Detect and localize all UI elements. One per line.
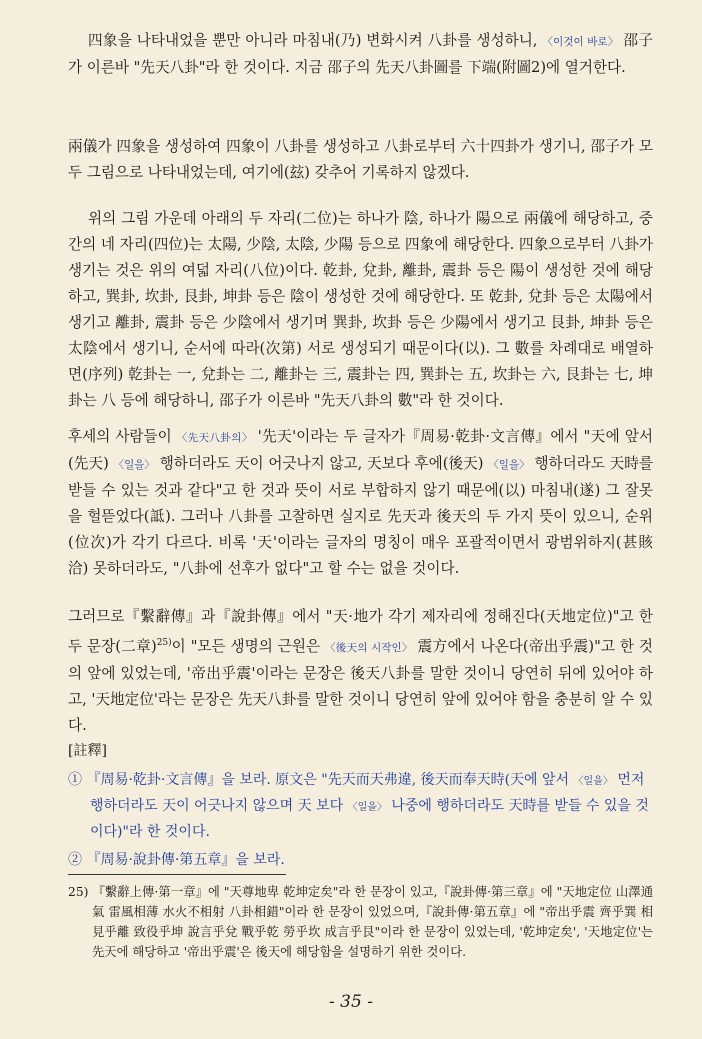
page-number: - 35 - (329, 992, 373, 1012)
paragraph-2 (68, 134, 653, 186)
inline-annotation: 〈일을〉 (113, 459, 155, 471)
inline-annotation: 〈後天의 시작인〉 (325, 641, 413, 654)
footnote-divider (68, 874, 286, 875)
footnote-section (68, 882, 653, 962)
notes-heading: [註釋] (68, 743, 107, 759)
inline-annotation: 〈이것이 바로〉 (542, 36, 619, 48)
paragraph-1 (68, 28, 653, 81)
inline-annotation: 〈先天八卦의〉 (176, 432, 253, 444)
paragraph-5-text: 그러므로『繫辭傳』과『說卦傳』에서 "天·地가 각기 제자리에 정해진다(天地定位)"고 한 두 문장(二章)$^{25)}$이 "모든 생명의 근원은 〈後天의 시작인〉 震方에서 나온다(帝出乎震)"고 한 것의 앞에 있었는데, '帝出乎震'이라는 문장은 後天八卦를 말한 것이니 당연히 뒤에 있어야 하고, '天地定位'라는 문장은 先天八卦를 말한 것이니 당연히 앞에 있어야 함을 충분히 알 수 있다. (68, 608, 653, 734)
paragraph-4-text: 후세의 사람들이 〈先天八卦의〉 '先天'이라는 두 글자가『周易·乾卦·文言傳』에서 "天에 앞서(先天) 〈일을〉 행하더라도 天이 어긋나지 않고, 天보다 후에(後天) 〈일을〉 행하더라도 天時를 받들 수 있는 것과 같다"고 한 것과 뜻이 서로 부합하지 않기 때문에(以) 마침내(遂) 그 잘못을 헐뜯었다(詆). 그러나 八卦를 고찰하면 실지로 先天과 後天의 두 가지 뜻이 있으니, 순위(位次)가 각기 다르다. 비록 '天'이라는 글자의 명칭이 매우 포괄적이면서 광범위하지(甚賅洽) 못하더라도, "八卦에 선후가 없다"고 할 수는 없을 것이다. (68, 428, 654, 577)
inline-annotation: 〈일을〉 (488, 459, 530, 471)
paragraph-5 (68, 604, 653, 739)
footnote-ref: 25) (156, 638, 172, 648)
paragraph-3-text: 위의 그림 가운데 아래의 두 자리(二位)는 하나가 陰, 하나가 陽으로 兩儀에 해당하고, 중간의 네 자리(四位)는 太陽, 少陰, 太陰, 少陽 등으로 四象에 해당한다. 四象으로부터 八卦가 생기는 것은 위의 여덟 자리(八位)이다. 乾卦, 兌卦, 離卦, 震卦 등은 陽이 생성한 것에 해당하고, 巽卦, 坎卦, 艮卦, 坤卦 등은 陰이 생성한 것에 해당한다. 또 乾卦, 兌卦 등은 太陽에서 생기고 離卦, 震卦 등은 少陰에서 생기며 巽卦, 坎卦 등은 少陽에서 생기고 艮卦, 坤卦 등은 太陰에서 생기니, 순서에 따라(次第) 서로 생성되기 때문이다(以). 그 數를 차례대로 배열하면(序列) 乾卦는 一, 兌卦는 二, 離卦는 三, 震卦는 四, 巽卦는 五, 坎卦는 六, 艮卦는 七, 坤卦는 八 등에 해당하니, 邵子가 이른바 "先天八卦의 數"라 한 것이다. (68, 210, 653, 409)
paragraph-2-text: 兩儀가 四象을 생성하여 四象이 八卦를 생성하고 八卦로부터 六十四卦가 생기니, 邵子가 모두 그림으로 나타내었는데, 여기에(玆) 갖추어 기록하지 않겠다. (68, 138, 653, 181)
paragraph-1-text: 四象을 나타내었을 뿐만 아니라 마침내(乃) 변화시켜 八卦를 생성하니, 〈이것이 바로〉 邵子가 이른바 "先天八卦"라 한 것이다. 지금 邵子의 先天八卦圖를 下端(附圖2)에 열거한다. (68, 32, 654, 76)
notes-section (68, 740, 653, 872)
footnote-25: 25) 『繫辭上傳·第一章』에 "天尊地卑 乾坤定矣"라 한 문장이 있고,『說卦傳·第三章』에 "天地定位 山澤通氣 雷風相薄 水火不相射 八卦相錯"이라 한 문장이 있었으며,『說卦傳·第五章』에 "帝出乎震 齊乎巽 相見乎離 致役乎坤 說言乎兌 戰乎乾 勞乎坎 成言乎艮"이라 한 문장이 있었는데, '乾坤定矣', '天地定位'는 先天에 해당하고 '帝出乎震'은 後天에 해당함을 설명하기 위한 것이다. (68, 885, 653, 959)
paragraph-4 (68, 424, 653, 582)
note-2: ② 『周易·說卦傳·第五章』을 보라. (68, 852, 285, 868)
paragraph-3 (68, 206, 653, 414)
note-1: ① 『周易·乾卦·文言傳』을 보라. 原文은 "先天而天弗違, 後天而奉天時(天에 앞서 〈일을〉 먼저 행하더라도 天이 어긋나지 않으며 天 보다 〈일을〉 나중에 행하더라도 天時를 받들 수 있을 것이다)"라 한 것이다. (68, 772, 649, 840)
